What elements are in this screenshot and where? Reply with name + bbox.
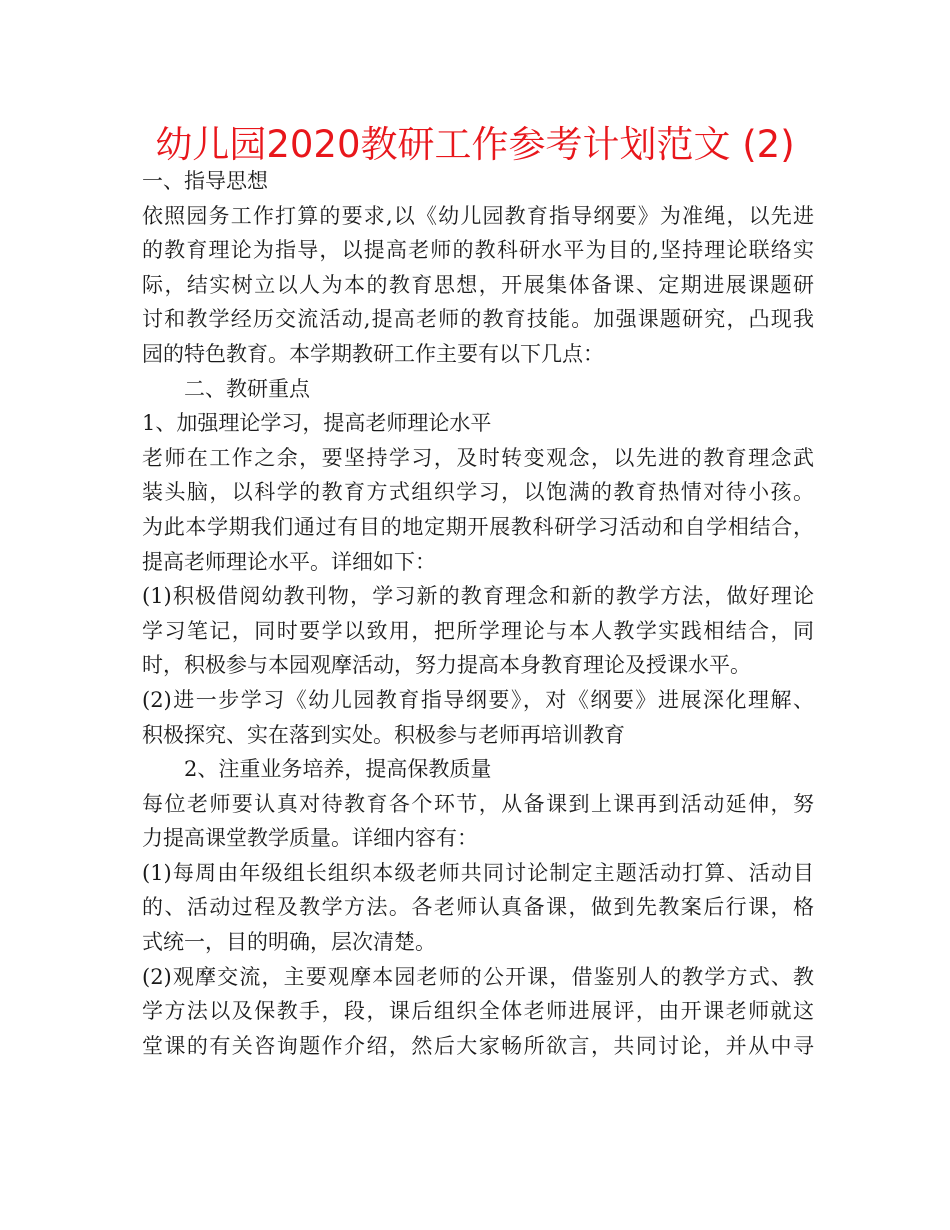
document-body	[142, 164, 814, 1063]
text-line: (1)积极借阅幼教刊物，学习新的教育理念和新的教学方法，做好理论	[142, 584, 814, 609]
text-line: 的、活动过程及教学方法。各老师认真备课，做到先教案后行课，格	[142, 895, 814, 920]
text-line: 二、教研重点	[184, 376, 310, 401]
text-line: 的教育理论为指导，以提高老师的教科研水平为目的,坚持理论联络实	[142, 238, 814, 263]
text-line: 堂课的有关咨询题作介绍，然后大家畅所欲言，共同讨论，并从中寻	[142, 1033, 814, 1058]
text-line: 提高老师理论水平。详细如下：	[142, 549, 436, 574]
text-line: 时，积极参与本园观摩活动，努力提高本身教育理论及授课水平。	[142, 653, 751, 678]
text-line: 学方法以及保教手，段，课后组织全体老师进展评，由开课老师就这	[142, 999, 814, 1024]
text-line: 一、指导思想	[142, 169, 268, 193]
text-line: 式统一，目的明确，层次清楚。	[142, 930, 436, 955]
text-line: 力提高课堂教学质量。详细内容有：	[142, 826, 478, 851]
text-line: 2、注重业务培养，提高保教质量	[184, 757, 492, 782]
text-line: 为此本学期我们通过有目的地定期开展教科研学习活动和自学相结合，	[142, 514, 814, 539]
text-line: 装头脑，以科学的教育方式组织学习，以饱满的教育热情对待小孩。	[142, 480, 814, 505]
text-line: 每位老师要认真对待教育各个环节，从备课到上课再到活动延伸，努	[142, 791, 814, 816]
text-line: 依照园务工作打算的要求,以《幼儿园教育指导纲要》为准绳，以先进	[142, 203, 814, 228]
text-line: 园的特色教育。本学期教研工作主要有以下几点：	[142, 341, 604, 366]
text-line: 老师在工作之余，要坚持学习，及时转变观念，以先进的教育理念武	[142, 445, 814, 470]
text-line: (2)进一步学习《幼儿园教育指导纲要》，对《纲要》进展深化理解、	[142, 687, 814, 712]
document-title: 幼儿园2020教研工作参考计划范文 (2)	[155, 123, 795, 166]
text-line: (2)观摩交流，主要观摩本园老师的公开课，借鉴别人的教学方式、教	[142, 964, 814, 989]
text-line: 1、加强理论学习，提高老师理论水平	[142, 411, 492, 436]
text-line: 讨和教学经历交流活动,提高老师的教育技能。加强课题研究，凸现我	[142, 307, 814, 332]
text-line: 学习笔记，同时要学以致用，把所学理论与本人教学实践相结合，同	[142, 618, 814, 643]
text-line: 积极探究、实在落到实处。积极参与老师再培训教育	[142, 722, 625, 747]
text-line: 际，结实树立以人为本的教育思想，开展集体备课、定期进展课题研	[142, 272, 814, 297]
text-line: (1)每周由年级组长组织本级老师共同讨论制定主题活动打算、活动目	[142, 860, 814, 885]
